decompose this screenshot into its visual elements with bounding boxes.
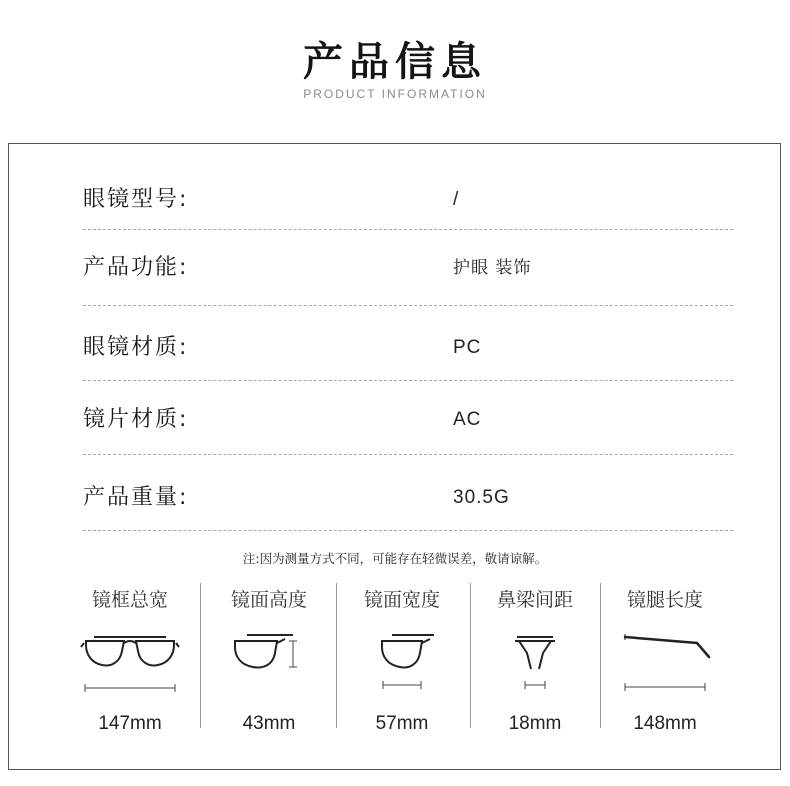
temple-length-icon — [615, 629, 715, 699]
spec-label: 眼镜型号: — [83, 187, 189, 212]
spec-label: 眼镜材质: — [83, 335, 189, 360]
row-divider — [83, 380, 733, 381]
lens-height-icon — [219, 629, 319, 699]
measurement-value: 43mm — [242, 713, 296, 734]
spec-label: 产品功能: — [83, 255, 189, 280]
measurement-value: 147mm — [98, 713, 162, 734]
measurement-label: 镜面高度 — [230, 589, 307, 611]
spec-value: 护眼 装饰 — [453, 258, 532, 278]
spec-value: 30.5G — [453, 487, 510, 508]
lens-width-icon — [352, 629, 452, 699]
measurement-lens-width — [335, 583, 469, 733]
measurement-bridge-width — [468, 583, 602, 733]
measurement-label: 鼻梁间距 — [496, 589, 573, 611]
measurement-label: 镜腿长度 — [626, 589, 703, 611]
spec-value: AC — [453, 409, 482, 430]
row-divider — [83, 305, 733, 306]
spec-value: PC — [453, 337, 482, 358]
measurement-total-width — [63, 583, 197, 733]
spec-row-function — [83, 230, 733, 306]
spec-row-model — [83, 162, 733, 238]
measurement-lens-height — [202, 583, 336, 733]
measurement-label: 镜框总宽 — [91, 589, 168, 611]
spec-value: / — [453, 189, 460, 210]
measurement-label: 镜面宽度 — [363, 589, 440, 611]
row-divider — [83, 454, 733, 455]
page-title: 产品信息 — [303, 39, 487, 85]
column-separator — [200, 583, 201, 728]
measurement-temple-length — [598, 583, 732, 733]
measurement-note: 注:因为测量方式不同，可能存在轻微误差，敬请谅解。 — [242, 551, 548, 566]
spec-label: 产品重量: — [83, 485, 189, 510]
spec-row-lens-material — [83, 382, 733, 458]
measurement-value: 18mm — [508, 713, 562, 734]
measurement-value: 57mm — [375, 713, 429, 734]
spec-row-weight — [83, 460, 733, 536]
spec-row-frame-material — [83, 310, 733, 386]
page-subtitle: PRODUCT INFORMATION — [303, 87, 487, 101]
glasses-total-width-icon — [80, 629, 180, 699]
measurement-value: 148mm — [633, 713, 697, 734]
row-divider — [83, 530, 733, 531]
spec-label: 镜片材质: — [83, 407, 189, 432]
bridge-width-icon — [485, 629, 585, 699]
